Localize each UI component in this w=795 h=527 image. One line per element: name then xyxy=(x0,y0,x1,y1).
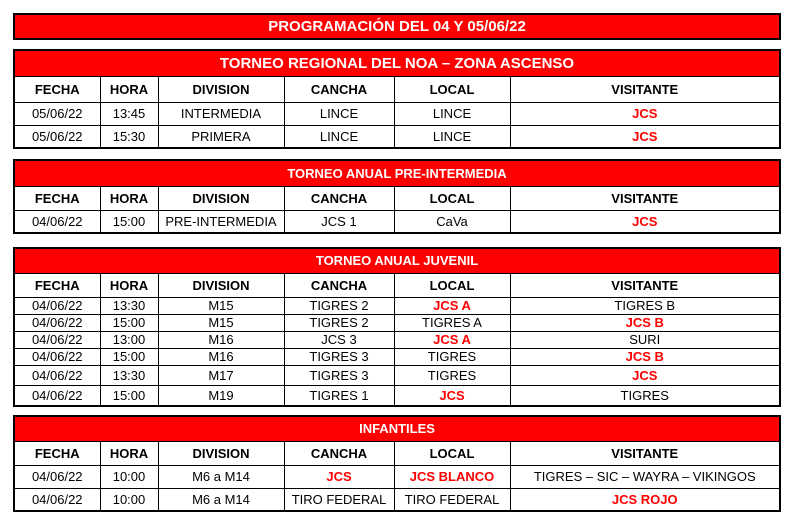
col-header-fecha: FECHA xyxy=(14,186,100,210)
cell-cancha: TIGRES 2 xyxy=(284,314,394,331)
cell-visitante: JCS B xyxy=(510,314,780,331)
cell-local: TIGRES A xyxy=(394,314,510,331)
cell-division: M6 a M14 xyxy=(158,488,284,511)
schedule-table-juvenil xyxy=(13,247,781,407)
page-title: PROGRAMACIÓN DEL 04 Y 05/06/22 xyxy=(13,13,781,40)
cell-cancha: JCS 1 xyxy=(284,210,394,233)
cell-cancha: TIGRES 3 xyxy=(284,348,394,365)
cell-division: PRIMERA xyxy=(158,125,284,148)
cell-fecha: 04/06/22 xyxy=(14,297,100,314)
cell-hora: 13:45 xyxy=(100,102,158,125)
cell-hora: 10:00 xyxy=(100,488,158,511)
cell-local: TIRO FEDERAL xyxy=(394,488,510,511)
section-title: INFANTILES xyxy=(14,416,780,441)
table-row xyxy=(14,314,780,331)
col-header-local: LOCAL xyxy=(394,273,510,297)
cell-fecha: 04/06/22 xyxy=(14,348,100,365)
col-header-fecha: FECHA xyxy=(14,273,100,297)
col-header-fecha: FECHA xyxy=(14,441,100,465)
cell-division: INTERMEDIA xyxy=(158,102,284,125)
table-row xyxy=(14,331,780,348)
col-header-division: DIVISION xyxy=(158,76,284,102)
cell-local: JCS A xyxy=(394,331,510,348)
cell-cancha: TIGRES 1 xyxy=(284,385,394,406)
col-header-hora: HORA xyxy=(100,441,158,465)
col-header-hora: HORA xyxy=(100,273,158,297)
col-header-local: LOCAL xyxy=(394,186,510,210)
col-header-cancha: CANCHA xyxy=(284,441,394,465)
cell-cancha: TIGRES 3 xyxy=(284,365,394,385)
cell-local: JCS A xyxy=(394,297,510,314)
cell-division: M15 xyxy=(158,314,284,331)
table-row xyxy=(14,297,780,314)
table-row xyxy=(14,488,780,511)
col-header-visitante: VISITANTE xyxy=(510,186,780,210)
schedule-table-regional xyxy=(13,49,781,149)
cell-hora: 13:00 xyxy=(100,331,158,348)
col-header-cancha: CANCHA xyxy=(284,186,394,210)
cell-visitante: TIGRES – SIC – WAYRA – VIKINGOS xyxy=(510,465,780,488)
col-header-fecha: FECHA xyxy=(14,76,100,102)
cell-cancha: LINCE xyxy=(284,125,394,148)
table-row xyxy=(14,385,780,406)
cell-fecha: 04/06/22 xyxy=(14,331,100,348)
table-row xyxy=(14,210,780,233)
cell-hora: 15:00 xyxy=(100,385,158,406)
cell-visitante: JCS xyxy=(510,125,780,148)
col-header-division: DIVISION xyxy=(158,186,284,210)
col-header-local: LOCAL xyxy=(394,76,510,102)
cell-hora: 15:30 xyxy=(100,125,158,148)
cell-local: CaVa xyxy=(394,210,510,233)
cell-local: LINCE xyxy=(394,102,510,125)
cell-local: LINCE xyxy=(394,125,510,148)
cell-fecha: 04/06/22 xyxy=(14,385,100,406)
cell-local: TIGRES xyxy=(394,365,510,385)
col-header-cancha: CANCHA xyxy=(284,76,394,102)
cell-fecha: 04/06/22 xyxy=(14,314,100,331)
cell-division: M16 xyxy=(158,348,284,365)
cell-hora: 15:00 xyxy=(100,210,158,233)
cell-division: M19 xyxy=(158,385,284,406)
cell-fecha: 05/06/22 xyxy=(14,125,100,148)
cell-cancha: JCS xyxy=(284,465,394,488)
schedule-table-pre-intermedia xyxy=(13,159,781,234)
cell-division: M16 xyxy=(158,331,284,348)
cell-visitante: JCS xyxy=(510,102,780,125)
cell-visitante: JCS xyxy=(510,365,780,385)
cell-fecha: 05/06/22 xyxy=(14,102,100,125)
cell-local: JCS xyxy=(394,385,510,406)
col-header-local: LOCAL xyxy=(394,441,510,465)
table-row xyxy=(14,348,780,365)
cell-cancha: TIRO FEDERAL xyxy=(284,488,394,511)
cell-fecha: 04/06/22 xyxy=(14,465,100,488)
cell-local: JCS BLANCO xyxy=(394,465,510,488)
cell-cancha: TIGRES 2 xyxy=(284,297,394,314)
cell-hora: 15:00 xyxy=(100,348,158,365)
cell-hora: 10:00 xyxy=(100,465,158,488)
cell-hora: 13:30 xyxy=(100,365,158,385)
table-row xyxy=(14,365,780,385)
cell-visitante: TIGRES B xyxy=(510,297,780,314)
cell-visitante: SURI xyxy=(510,331,780,348)
cell-visitante: TIGRES xyxy=(510,385,780,406)
schedule-table-infantiles xyxy=(13,415,781,512)
col-header-division: DIVISION xyxy=(158,441,284,465)
cell-cancha: LINCE xyxy=(284,102,394,125)
cell-local: TIGRES xyxy=(394,348,510,365)
cell-division: PRE-INTERMEDIA xyxy=(158,210,284,233)
cell-cancha: JCS 3 xyxy=(284,331,394,348)
section-title: TORNEO ANUAL JUVENIL xyxy=(14,248,780,273)
cell-division: M15 xyxy=(158,297,284,314)
col-header-visitante: VISITANTE xyxy=(510,441,780,465)
col-header-visitante: VISITANTE xyxy=(510,76,780,102)
cell-hora: 13:30 xyxy=(100,297,158,314)
col-header-hora: HORA xyxy=(100,76,158,102)
cell-visitante: JCS xyxy=(510,210,780,233)
col-header-division: DIVISION xyxy=(158,273,284,297)
cell-division: M17 xyxy=(158,365,284,385)
cell-fecha: 04/06/22 xyxy=(14,210,100,233)
col-header-hora: HORA xyxy=(100,186,158,210)
col-header-visitante: VISITANTE xyxy=(510,273,780,297)
cell-visitante: JCS ROJO xyxy=(510,488,780,511)
cell-fecha: 04/06/22 xyxy=(14,365,100,385)
cell-visitante: JCS B xyxy=(510,348,780,365)
table-row xyxy=(14,465,780,488)
cell-hora: 15:00 xyxy=(100,314,158,331)
section-title: TORNEO REGIONAL DEL NOA – ZONA ASCENSO xyxy=(14,50,780,76)
section-title: TORNEO ANUAL PRE-INTERMEDIA xyxy=(14,160,780,186)
cell-fecha: 04/06/22 xyxy=(14,488,100,511)
cell-division: M6 a M14 xyxy=(158,465,284,488)
table-row xyxy=(14,102,780,125)
col-header-cancha: CANCHA xyxy=(284,273,394,297)
table-row xyxy=(14,125,780,148)
